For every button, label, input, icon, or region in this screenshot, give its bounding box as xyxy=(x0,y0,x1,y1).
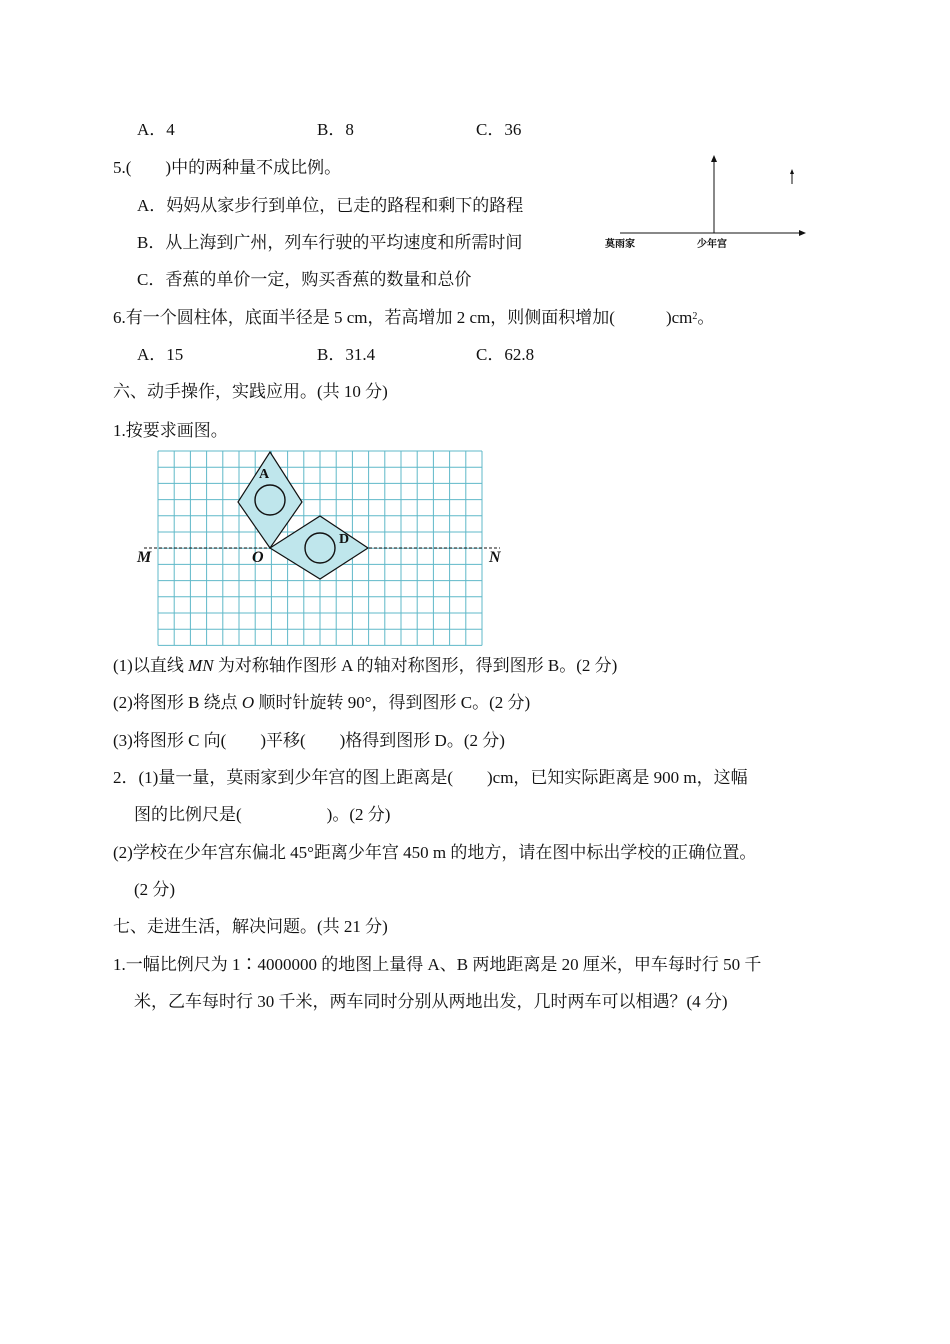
map-figure xyxy=(600,150,810,250)
s6q2-line3: (2)学校在少年宫东偏北 45°距离少年宫 450 m 的地方，请在图中标出学校的正确位置。 xyxy=(113,843,757,862)
north-indicator-arrow xyxy=(790,169,794,174)
s6q2-line4: (2 分) xyxy=(134,880,176,899)
part2-text-b: 顺时针旋转 90°，得到图形 C。(2 分) xyxy=(254,693,531,712)
section6-title: 六、动手操作，实践应用。(共 10 分) xyxy=(113,382,388,401)
q5-option-b: B．从上海到广州，列车行驶的平均速度和所需时间 xyxy=(137,233,523,252)
q5-stem: 5.( )中的两种量不成比例。 xyxy=(113,158,342,177)
part2-o: O xyxy=(241,693,255,712)
map-label-palace: 少年宫 xyxy=(697,239,727,250)
q5-option-a: A．妈妈从家步行到单位，已走的路程和剩下的路程 xyxy=(137,196,524,215)
q6-option-a: A．15 xyxy=(137,345,184,364)
q4-option-c: C．36 xyxy=(476,120,522,139)
q6-stem-end: 。 xyxy=(697,308,715,327)
label-n: N xyxy=(489,549,501,566)
label-m: M xyxy=(137,549,152,566)
s6q1-part3: (3)将图形 C 向( )平移( )格得到图形 D。(2 分) xyxy=(113,731,505,750)
s6q2-line2: 图的比例尺是( )。(2 分) xyxy=(134,805,391,824)
s6q1-stem: 1.按要求画图。 xyxy=(113,421,228,440)
part1-text-b: 为对称轴作图形 A 的轴对称图形，得到图形 B。(2 分) xyxy=(213,656,618,675)
grid-figure xyxy=(130,448,510,650)
s6q1-part1 xyxy=(113,655,617,677)
q5-option-c: C．香蕉的单价一定，购买香蕉的数量和总价 xyxy=(137,270,472,289)
grid-diagram xyxy=(130,448,510,650)
east-arrowhead xyxy=(799,230,806,236)
map-label-home: 莫雨家 xyxy=(605,239,635,250)
part1-text-a: (1)以直线 xyxy=(113,656,189,675)
label-d: D xyxy=(339,532,350,547)
label-a: A xyxy=(259,467,270,482)
q6-option-c: C．62.8 xyxy=(476,345,535,364)
part2-text-a: (2)将图形 B 绕点 xyxy=(113,693,242,712)
q4-option-b: B．8 xyxy=(317,120,354,139)
q6-superscript: 2 xyxy=(692,311,698,322)
q6-stem-text: 6.有一个圆柱体，底面半径是 5 cm，若高增加 2 cm，则侧面积增加( )cm xyxy=(113,308,693,327)
q6-stem xyxy=(113,306,714,329)
s7q1-line2: 米，乙车每时行 30 千米，两车同时分别从两地出发，几时两车可以相遇？(4 分) xyxy=(134,992,728,1011)
s7q1-line1: 1.一幅比例尺为 1∶4000000 的地图上量得 A、B 两地距离是 20 厘米，甲车每时行 50 千 xyxy=(113,955,762,974)
q6-option-b: B．31.4 xyxy=(317,345,376,364)
label-o: O xyxy=(252,549,264,566)
s6q1-part2 xyxy=(113,692,530,714)
section7-title: 七、走进生活，解决问题。(共 21 分) xyxy=(113,917,388,936)
part1-mn: MN xyxy=(188,656,214,675)
s6q2-line1: 2．(1)量一量，莫雨家到少年宫的图上距离是( )cm，已知实际距离是 900 m，这幅 xyxy=(113,768,748,787)
q4-option-a: A．4 xyxy=(137,120,175,139)
north-arrowhead xyxy=(711,155,717,162)
